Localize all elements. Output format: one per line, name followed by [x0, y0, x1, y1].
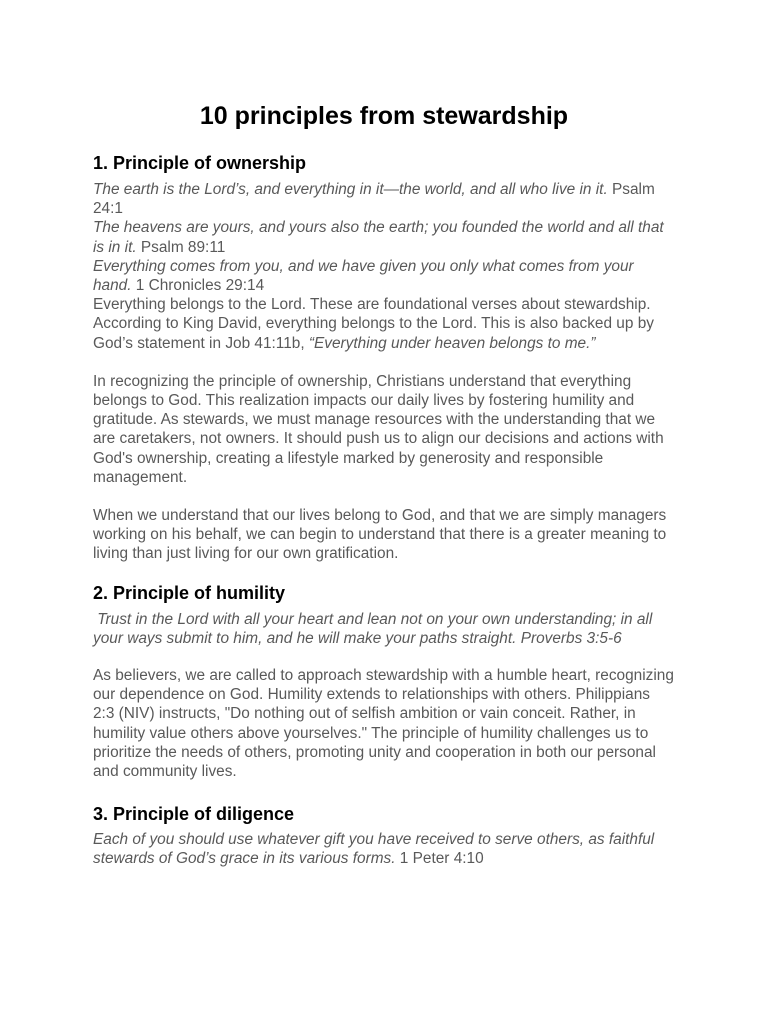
ownership-verses: [93, 180, 675, 353]
section-heading-ownership: 1. Principle of ownership: [93, 153, 307, 173]
verse-text: The earth is the Lord’s, and everything in it—the world, and all who live in it.: [93, 181, 608, 198]
ownership-paragraph-2: In recognizing the principle of ownership, Christians understand that everything belongs to God. This realization impacts our daily lives by fostering humility and gratitude. As stewards, we must manage resources with the understanding that we are caretakers, not owners. It should push us to align our decisions and actions with God's ownership, creating a lifestyle marked by generosity and responsible management.: [93, 372, 664, 486]
ownership-paragraph-3: When we understand that our lives belong to God, and that we are simply managers working on his behalf, we can begin to understand that there is a greater meaning to living than just living for our own gratification.: [93, 507, 667, 563]
verse-proverbs-3: Trust in the Lord with all your heart and lean not on your own understanding; in all your ways submit to him, and he will make your paths straight. Proverbs 3:5-6: [93, 610, 657, 647]
verse-psalm-24: [93, 180, 675, 218]
verse-1-peter-4: [93, 830, 675, 868]
humility-paragraph-1: As believers, we are called to approach stewardship with a humble heart, recognizing our dependence on God. Humility extends to relationships with others. Philippians 2:3 (NIV) instructs, "Do nothing out of selfish ambition or vain conceit. Rather, in humility value others above yourselves." The principle of humility challenges us to prioritize the needs of others, promoting unity and cooperation in both our personal and community lives.: [93, 667, 674, 781]
verse-reference: 1 Peter 4:10: [395, 850, 484, 868]
ownership-paragraph-1: [93, 295, 675, 353]
verse-text: Each of you should use whatever gift you have received to serve others, as faithful stewards of God’s grace in its various forms.: [93, 831, 655, 868]
verse-1-chronicles: [93, 257, 675, 295]
verse-psalm-89: [93, 218, 675, 256]
section-heading-diligence: 3. Principle of diligence: [93, 804, 295, 825]
job-quote: “Everything under heaven belongs to me.”: [308, 334, 596, 352]
paragraph-text: Everything belongs to the Lord. These are foundational verses about stewardship. According to King David, everything belongs to the Lord. This is also backed up by God’s statement in Job 41:11b,: [93, 296, 654, 352]
document-title: 10 principles from stewardship: [199, 102, 569, 130]
verse-text: The heavens are yours, and yours also the earth; you founded the world and all that is in it.: [93, 219, 664, 256]
section-heading-humility: 2. Principle of humility: [93, 582, 286, 603]
verse-reference: 1 Chronicles 29:14: [131, 277, 265, 295]
verse-reference: Psalm 89:11: [136, 238, 226, 256]
verse-text: Everything comes from you, and we have given you only what comes from your hand.: [93, 257, 634, 295]
verse-reference: Psalm 24:1: [93, 181, 655, 218]
